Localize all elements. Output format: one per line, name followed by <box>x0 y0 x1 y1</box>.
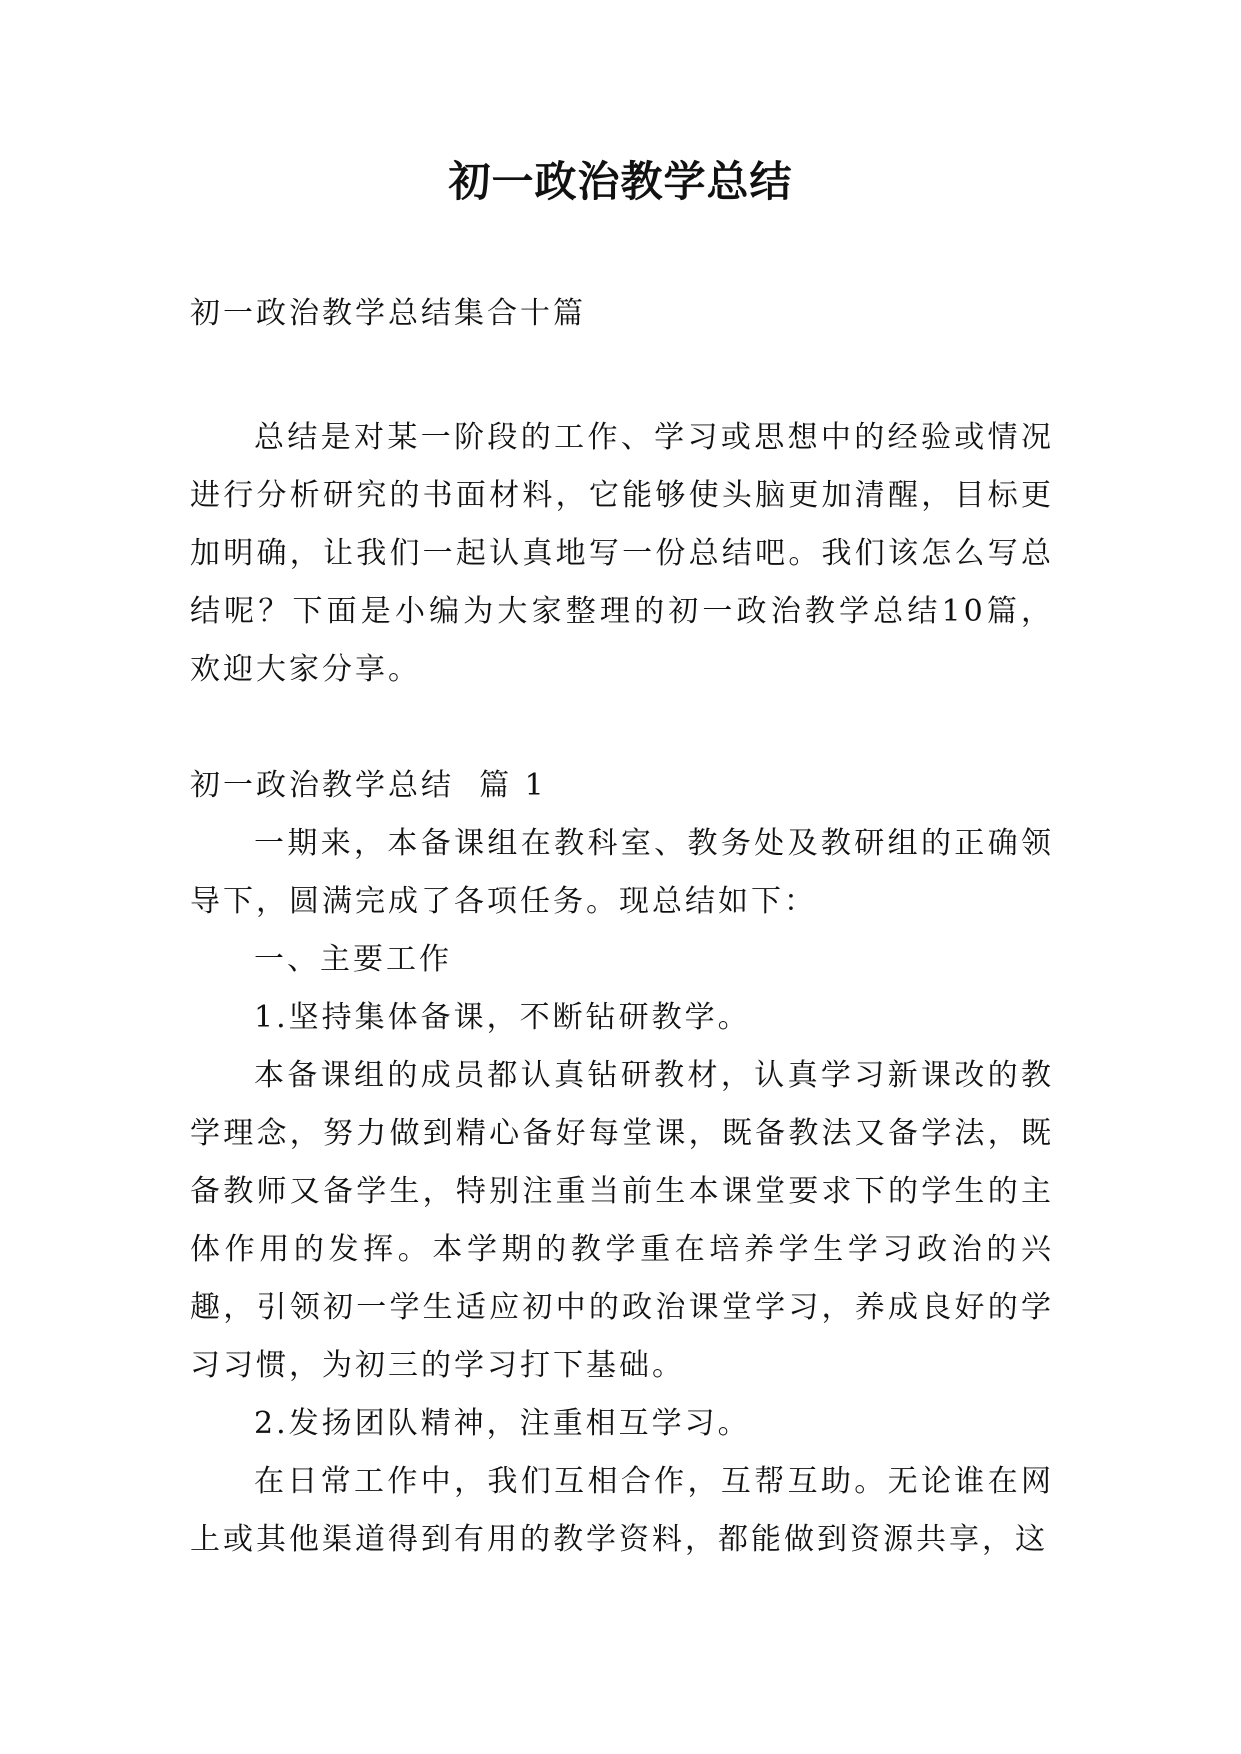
body-paragraph: 在日常工作中，我们互相合作，互帮互助。无论谁在网上或其他渠道得到有用的教学资料，都能做到资源共享，这 <box>190 1464 1054 1557</box>
body-paragraph: 一期来，本备课组在教科室、教务处及教研组的正确领导下，圆满完成了各项任务。现总结如下： <box>190 826 1054 919</box>
body-paragraph: 本备课组的成员都认真钻研教材，认真学习新课改的教学理念，努力做到精心备好每堂课，既备教法又备学法，既备教师又备学生，特别注重当前生本课堂要求下的学生的主体作用的发挥。本学期的教学重在培养学生学习政治的兴趣，引领初一学生适应初中的政治课堂学习，养成良好的学习习惯，为初三的学习打下基础。 <box>190 1058 1054 1383</box>
document-title: 初一政治教学总结 <box>448 157 793 206</box>
spacer <box>190 343 1054 409</box>
section-heading: 初一政治教学总结 篇 1 <box>190 768 547 803</box>
body-paragraph: 1.坚持集体备课，不断钻研教学。 <box>254 1000 751 1035</box>
body-paragraph: 2.发扬团队精神，注重相互学习。 <box>254 1406 751 1441</box>
body-paragraph: 一、主要工作 <box>254 942 452 977</box>
spacer <box>190 699 1054 757</box>
intro-paragraph: 总结是对某一阶段的工作、学习或思想中的经验或情况进行分析研究的书面材料，它能够使头脑更加清醒，目标更加明确，让我们一起认真地写一份总结吧。我们该怎么写总结呢？下面是小编为大家整理的初一政治教学总结10篇，欢迎大家分享。 <box>190 420 1054 687</box>
document-subtitle: 初一政治教学总结集合十篇 <box>190 296 586 331</box>
document-body <box>190 285 1054 1569</box>
